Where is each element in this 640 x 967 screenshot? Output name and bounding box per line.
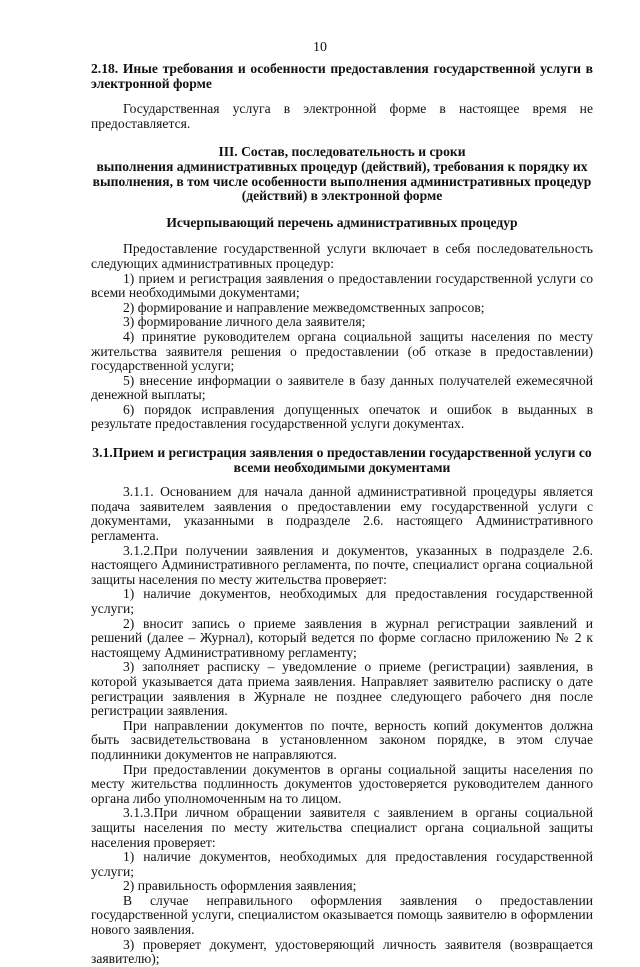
document-content (91, 60, 593, 967)
paragraph: В случае неправильного оформления заявления о предоставлении государственной услуги, специалистом оказывается помощь заявителю в оформлении нового заявления. (91, 892, 593, 938)
paragraph: 2) вносит запись о приеме заявления в журнал регистрации заявлений и решений (далее – Журнал), который ведется по форме согласно приложению № 2 к настоящему Административному регламенту; (91, 615, 593, 660)
procedure-item: 2) формирование и направление межведомственных запросов; (123, 299, 485, 315)
paragraph: 3.1.1. Основанием для начала данной административной процедуры является подача заявителем заявления о предоставлении ему государственной услуги с документами, указанными в подразделе 2.6. настоящего Административного регламента. (91, 484, 593, 544)
paragraph: 3.1.3.При личном обращении заявителя с заявлением в органы социальной защиты населения по месту жительства специалист органа социальной защиты населения проверяет: (91, 805, 593, 850)
paragraph: 1) наличие документов, необходимых для предоставления государственной услуги; (91, 849, 593, 879)
section-3-1-title: 3.1.Прием и регистрация заявления о предоставлении государственной услуги со всеми необходимыми документами (92, 445, 592, 475)
paragraph: 3) заполняет расписку – уведомление о приеме (регистрации) заявления, в которой указывается дата приема заявления. Направляет заявителю расписку о дате регистрации заявления в Журнале не позднее следующего рабочего дня после регистрации заявления. (91, 659, 593, 719)
paragraph: При предоставлении документов в органы социальной защиты населения по месту жительства подлинность документов удостоверяется руководителем данного органа либо уполномоченным на то лицом. (91, 761, 593, 806)
section-3-title-line-2: выполнения административных процедур (действий), требования к порядку их выполнения, в том числе особенности выполнения административных процедур (действий) в электронной форме (92, 158, 592, 204)
paragraph: 3) проверяет документ, удостоверяющий личность заявителя (возвращается заявителю); (91, 936, 593, 967)
section-3-subtitle: Исчерпывающий перечень административных процедур (166, 214, 518, 230)
paragraph: 3.1.2.При получении заявления и документов, указанных в подразделе 2.6. настоящего Административного регламента, по почте, специалист органа социальной защиты населения по месту жительства проверяет: (91, 542, 593, 587)
section-2-18-body: Государственная услуга в электронной форме в настоящее время не предоставляется. (91, 101, 593, 131)
procedure-item: 1) прием и регистрация заявления о предоставлении государственной услуги со всеми необходимыми документами; (91, 270, 593, 301)
paragraph: 1) наличие документов, необходимых для предоставления государственной услуги; (91, 586, 593, 616)
procedure-item: 6) порядок исправления допущенных опечаток и ошибок в выданных в результате предоставления государственной услуги документах. (91, 401, 593, 432)
procedures-intro: Предоставление государственной услуги включает в себя последовательность следующих административных процедур: (91, 241, 593, 271)
page-number: 10 (313, 40, 327, 55)
section-2-18-title: 2.18. Иные требования и особенности предоставления государственной услуги в электронной форме (91, 61, 593, 91)
procedure-item: 4) принятие руководителем органа социальной защиты населения по месту жительства заявителя решения о предоставлении (об отказе в предоставлении) государственной услуги; (91, 328, 593, 374)
procedure-item: 3) формирование личного дела заявителя; (123, 314, 366, 330)
paragraph: 2) правильность оформления заявления; (123, 878, 357, 894)
procedure-item: 5) внесение информации о заявителе в базу данных получателей ежемесячной денежной выплаты; (91, 372, 593, 403)
section-3-title-line-1: III. Состав, последовательность и сроки (218, 144, 466, 160)
paragraph: При направлении документов по почте, верность копий документов должна быть засвидетельствована в установленном законом порядке, в этом случае подлинники документов не направляются. (91, 717, 593, 762)
